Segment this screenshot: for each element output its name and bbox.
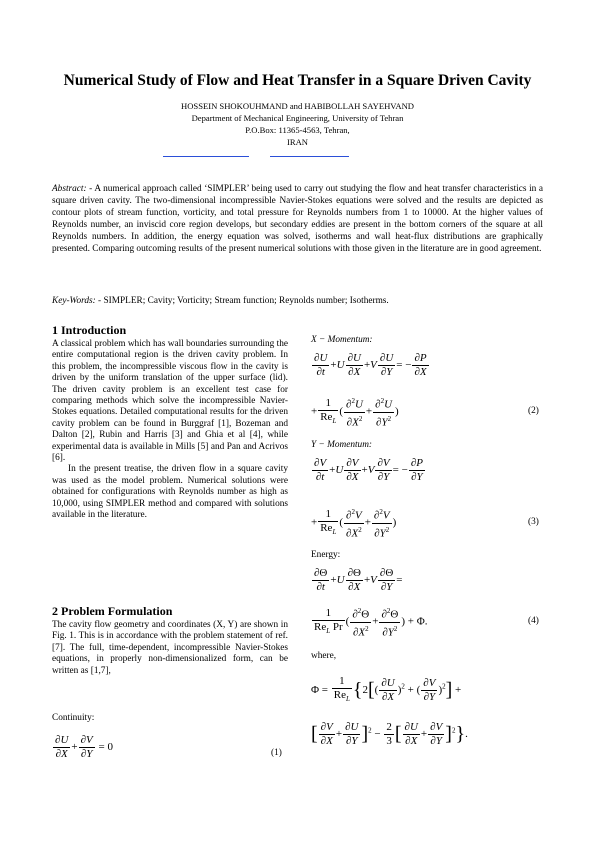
energy-equation-line-2: $\frac{1}{Re_L Pr}$ ( $\frac{\partial^2\Theta}{\partial X^2}$ + $\frac{\partial^2\Theta}{\partial Y^2}$ ) + Φ. <box>314 606 428 639</box>
keywords-text: - SIMPLER; Cavity; Vorticity; Stream function; Reynolds number; Isotherms. <box>95 296 389 306</box>
email-link-1[interactable] <box>163 156 249 157</box>
x-momentum-label: X − Momentum: <box>311 335 373 345</box>
abstract-text: - A numerical approach called ‘SIMPLER’ being used to carry out studying the flow and heat transfer characteristics in a square driven cavity. The two-dimensional incompressible Navier-Stokes equations were solved and the results are depicted as contour plots of stream function, vorticity, and total pressure for Reynolds numbers from 1 to 10000. At the higher values of Reynolds number, an inviscid core region develops, but secondary eddies are present in the bottom corners of the square at all Reynolds numbers. In addition, the energy equation was solved, isotherms and wall heat-flux distributions are graphically presented. Comparing outcoming results of the present numerical solutions with those given in the literature are in good agreement. <box>52 184 543 254</box>
paper-title: Numerical Study of Flow and Heat Transfer in a Square Driven Cavity <box>63 72 532 89</box>
country: IRAN <box>286 137 308 147</box>
dissipation-equation-line-1: Φ = $\frac{1}{Re_L}$ {2[( $\frac{\partial U}{\partial X}$ )$^2$ + ( $\frac{\partial V}{\partial Y}$ )$^2$] + <box>311 675 462 704</box>
continuity-label: Continuity: <box>52 713 95 723</box>
where-label: where, <box>311 651 337 661</box>
section-2-body <box>52 620 288 677</box>
keywords-label: Key-Words: <box>52 296 96 306</box>
section-2-heading: 2 Problem Formulation <box>52 604 173 618</box>
affiliation: Department of Mechanical Engineering, University of Tehran <box>191 113 404 123</box>
y-momentum-equation-line-1: $\frac{\partial V}{\partial t}$ +U $\frac{\partial V}{\partial X}$ +V $\frac{\partial V}{\partial Y}$ = − $\frac{\partial P}{\partial Y}$ <box>314 457 423 483</box>
dissipation-equation-line-2: [ $\frac{\partial V}{\partial X}$ + $\frac{\partial U}{\partial Y}$ ]$^2$ − $\frac{2}{3}$ [ $\frac{\partial U}{\partial X}$ + $\frac{\partial V}{\partial Y}$ ]$^2$}. <box>311 721 468 747</box>
address: P.O.Box: 11365-4563, Tehran, <box>245 125 350 135</box>
email-link-2[interactable] <box>270 156 349 157</box>
y-momentum-label: Y − Momentum: <box>311 440 373 450</box>
y-momentum-equation-line-2: + $\frac{1}{Re_L}$ ( $\frac{\partial^2V}{\partial X^2}$ + $\frac{\partial^2V}{\partial Y^2}$ ) <box>311 507 397 540</box>
intro-paragraph-1: A classical problem which has wall boundaries surrounding the entire computational region is the driven cavity problem. In this problem, the incompressible viscous flow in the cavity is driven by the uniform translation of the upper surface (lid). The driven cavity problem is an excellent test case for comparing methods which solve the incompressible Navier-Stokes equations. Detailed computational results for the driven cavity problem can be found in Burggraf [1], Bozeman and Dalton [2], Rubin and Harris [3] and Ghia et al [4], while experimental data is available in Mills [5] and Pan and Acrivos [6]. <box>52 339 288 464</box>
authors: HOSSEIN SHOKOUHMAND and HABIBOLLAH SAYEHVAND <box>181 101 414 111</box>
equation-number-1: (1) <box>271 748 282 758</box>
continuity-equation: $\frac{\partial U}{\partial X}$ + $\frac{\partial V}{\partial Y}$ = 0 <box>55 734 113 760</box>
energy-equation-line-1: $\frac{\partial\Theta}{\partial t}$ +U $\frac{\partial\Theta}{\partial X}$ +V $\frac{\partial\Theta}{\partial Y}$ = <box>314 567 403 593</box>
section-1-body <box>52 339 288 522</box>
intro-paragraph-2: In the present treatise, the driven flow in a square cavity was used as the model problem. Numerical solutions were obtained for configurations with Reynolds number as high as 10,000, using SIMPLER method and compared with solutions available in the literature. <box>52 464 288 521</box>
x-momentum-equation-line-2: + $\frac{1}{Re_L}$ ( $\frac{\partial^2U}{\partial X^2}$ + $\frac{\partial^2U}{\partial Y^2}$ ) <box>311 396 399 429</box>
abstract <box>52 183 543 255</box>
x-momentum-equation-line-1: $\frac{\partial U}{\partial t}$ +U $\frac{\partial U}{\partial X}$ +V $\frac{\partial U}{\partial Y}$ = − $\frac{\partial P}{\partial X}$ <box>314 352 427 378</box>
equation-number-4: (4) <box>528 616 539 626</box>
energy-label: Energy: <box>311 550 341 560</box>
equation-number-2: (2) <box>528 406 539 416</box>
section-1-heading: 1 Introduction <box>52 323 127 337</box>
abstract-label: Abstract: <box>52 184 87 194</box>
keywords <box>52 295 543 307</box>
formulation-paragraph: The cavity flow geometry and coordinates (X, Y) are shown in Fig. 1. This is in accordance with the problem statement of ref. [7]. The full, time-dependent, incompressible Navier-Stokes equations, in properly non-dimensionalized form, can be written as [1,7], <box>52 620 288 676</box>
equation-number-3: (3) <box>528 517 539 527</box>
